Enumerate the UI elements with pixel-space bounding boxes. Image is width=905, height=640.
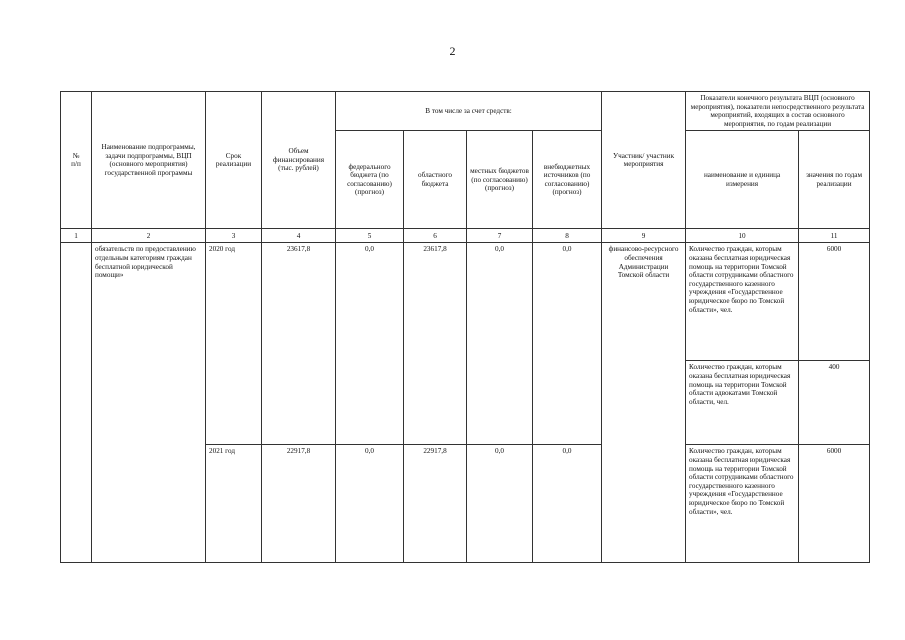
local-2021: 0,0 <box>467 445 533 563</box>
federal-2021: 0,0 <box>336 445 404 563</box>
column-number: 1 <box>61 229 92 243</box>
column-number: 3 <box>206 229 262 243</box>
indicator-value: 6000 <box>799 445 870 563</box>
page-number: 2 <box>449 44 456 58</box>
indicator-name: Количество граждан, которым оказана бесплатная юридическая помощь на территории Томской области сотрудниками областного государственного казенного учреждения «Государственное юридическое бюро по Томской области», чел. <box>686 445 799 563</box>
task-name: обязательств по предоставлению отдельным категориям граждан бесплатной юридической помощи» <box>92 243 206 563</box>
column-number: 6 <box>404 229 467 243</box>
column-number: 5 <box>336 229 404 243</box>
column-number: 7 <box>467 229 533 243</box>
header-col-indicator-value: значения по годам реализации <box>799 131 870 229</box>
column-number: 10 <box>686 229 799 243</box>
program-table <box>60 91 870 563</box>
header-col-offbudget: внебюджетных источников (по согласованию) (прогноз) <box>533 131 602 229</box>
column-number: 11 <box>799 229 870 243</box>
column-number: 4 <box>262 229 336 243</box>
indicator-name: Количество граждан, которым оказана бесплатная юридическая помощь на территории Томской области адвокатами Томской области, чел. <box>686 361 799 445</box>
regional-2020: 23617,8 <box>404 243 467 445</box>
header-row-1 <box>61 92 870 131</box>
column-numbers-row <box>61 229 870 243</box>
indicator-value: 400 <box>799 361 870 445</box>
header-col-no: № п/п <box>61 92 92 229</box>
column-number: 2 <box>92 229 206 243</box>
federal-2020: 0,0 <box>336 243 404 445</box>
participant: финансово-ресурсного обеспечения Администрации Томской области <box>602 243 686 563</box>
period-2020: 2020 год <box>206 243 262 445</box>
header-col-indicator-name: наименование и единица измерения <box>686 131 799 229</box>
header-col-participant: Участник/ участник мероприятия <box>602 92 686 229</box>
header-col-name: Наименование подпрограммы, задачи подпрограммы, ВЦП (основного мероприятия) государственной программы <box>92 92 206 229</box>
regional-2021: 22917,8 <box>404 445 467 563</box>
indicator-value: 6000 <box>799 243 870 361</box>
header-col-local: местных бюджетов (по согласованию) (прогноз) <box>467 131 533 229</box>
offbudget-2020: 0,0 <box>533 243 602 445</box>
period-2021: 2021 год <box>206 445 262 563</box>
header-col-period: Срок реализации <box>206 92 262 229</box>
volume-2021: 22917,8 <box>262 445 336 563</box>
offbudget-2021: 0,0 <box>533 445 602 563</box>
header-col-federal: федерального бюджета (по согласованию) (прогноз) <box>336 131 404 229</box>
volume-2020: 23617,8 <box>262 243 336 445</box>
header-sources-group: В том числе за счет средств: <box>336 92 602 131</box>
column-number: 9 <box>602 229 686 243</box>
row-number-cell <box>61 243 92 563</box>
header-indicators-group: Показатели конечного результата ВЦП (основного мероприятия), показатели непосредственного результата мероприятий, входящих в состав основного мероприятия, по годам реализации <box>686 92 870 131</box>
local-2020: 0,0 <box>467 243 533 445</box>
indicator-name: Количество граждан, которым оказана бесплатная юридическая помощь на территории Томской области сотрудниками областного государственного казенного учреждения «Государственное юридическое бюро по Томской области», чел. <box>686 243 799 361</box>
table-row <box>61 243 870 361</box>
header-col-volume: Объем финансирования (тыс. рублей) <box>262 92 336 229</box>
header-col-regional: областного бюджета <box>404 131 467 229</box>
column-number: 8 <box>533 229 602 243</box>
